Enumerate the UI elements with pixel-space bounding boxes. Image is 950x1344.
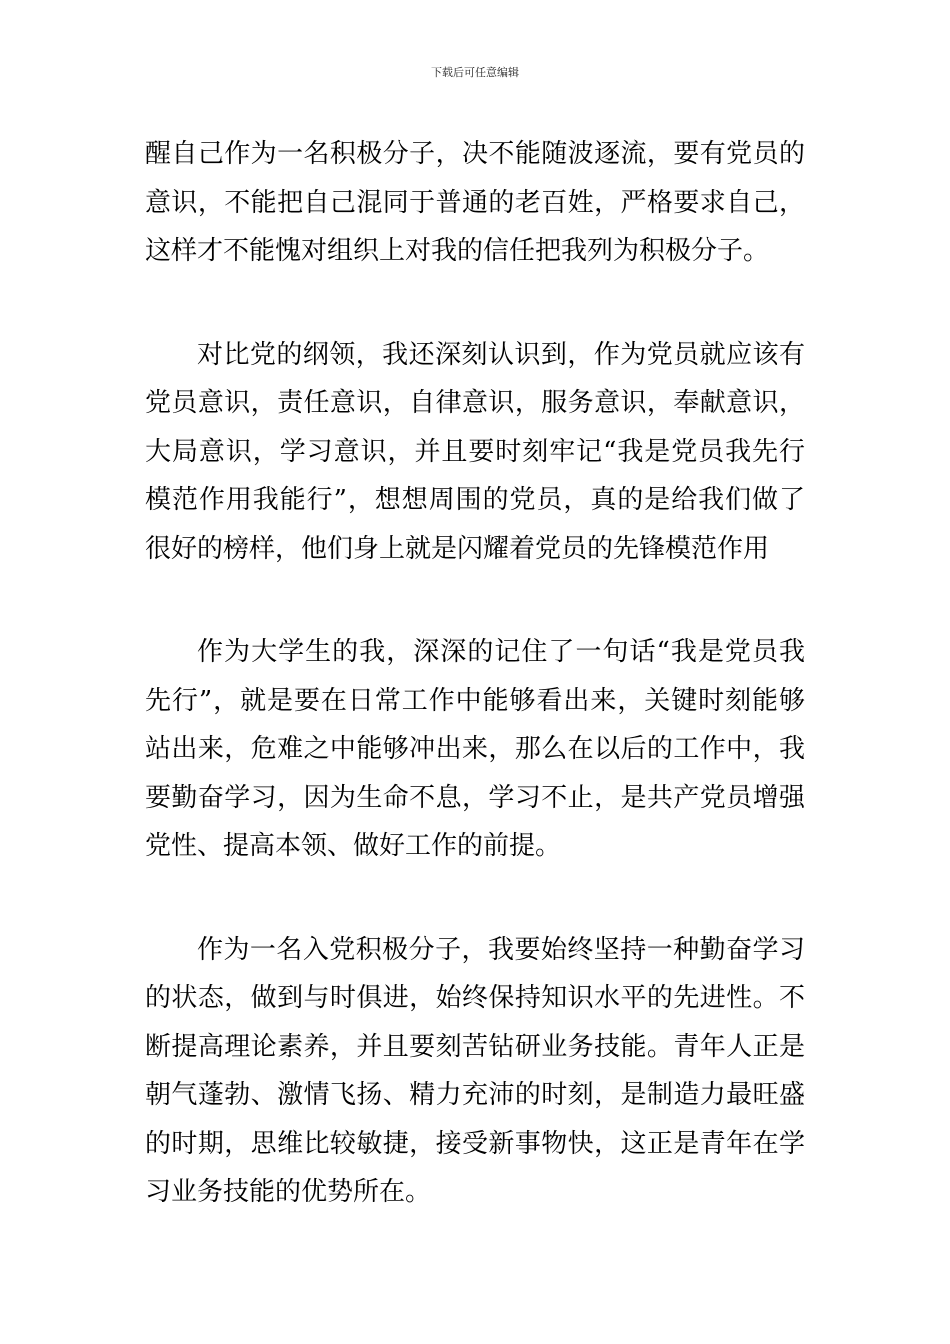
- text-line: 先行”，就是要在日常工作中能够看出来，关键时刻能够: [145, 685, 805, 716]
- paragraph-gap: [145, 573, 805, 628]
- text-line: 要勤奋学习，因为生命不息，学习不止，是共产党员增强: [145, 782, 805, 813]
- page-header-note: 下载后可任意编辑: [431, 66, 519, 79]
- text-line: 意识，不能把自己混同于普通的老百姓，严格要求自己，: [145, 187, 805, 218]
- text-line: 醒自己作为一名积极分子，决不能随波逐流，要有党员的: [145, 139, 805, 169]
- text-line: 党性、提高本领、做好工作的前提。: [145, 831, 562, 861]
- document-body: [145, 130, 805, 1217]
- text-line: 党员意识，责任意识，自律意识，服务意识，奉献意识，: [145, 388, 805, 418]
- paragraph-2: [145, 331, 805, 574]
- text-line: 作为一名入党积极分子，我要始终坚持一种勤奋学习: [197, 934, 805, 965]
- text-line: 朝气蓬勃、激情飞扬、精力充沛的时刻，是制造力最旺盛: [145, 1080, 805, 1110]
- paragraph-1: [145, 130, 805, 276]
- text-line: 的状态，做到与时俱进，始终保持知识水平的先进性。不: [145, 983, 805, 1013]
- text-line: 模范作用我能行”，想想周围的党员，真的是给我们做了: [145, 485, 805, 515]
- text-line: 习业务技能的优势所在。: [145, 1177, 432, 1207]
- text-line: 很好的榜样，他们身上就是闪耀着党员的先锋模范作用: [145, 533, 770, 564]
- text-line: 作为大学生的我，深深的记住了一句话“我是党员我: [197, 637, 805, 667]
- text-line: 大局意识，学习意识，并且要时刻牢记“我是党员我先行: [145, 436, 805, 467]
- paragraph-gap: [145, 276, 805, 331]
- text-line: 断提高理论素养，并且要刻苦钻研业务技能。青年人正是: [145, 1031, 805, 1062]
- text-line: 对比党的纲领，我还深刻认识到，作为党员就应该有: [197, 339, 805, 370]
- text-line: 的时期，思维比较敏捷，接受新事物快，这正是青年在学: [145, 1128, 805, 1159]
- text-line: 站出来，危难之中能够冲出来，那么在以后的工作中，我: [145, 734, 805, 764]
- text-line: 这样才不能愧对组织上对我的信任把我列为积极分子。: [145, 236, 770, 266]
- paragraph-4: [145, 926, 805, 1217]
- paragraph-3: [145, 628, 805, 871]
- paragraph-gap: [145, 871, 805, 926]
